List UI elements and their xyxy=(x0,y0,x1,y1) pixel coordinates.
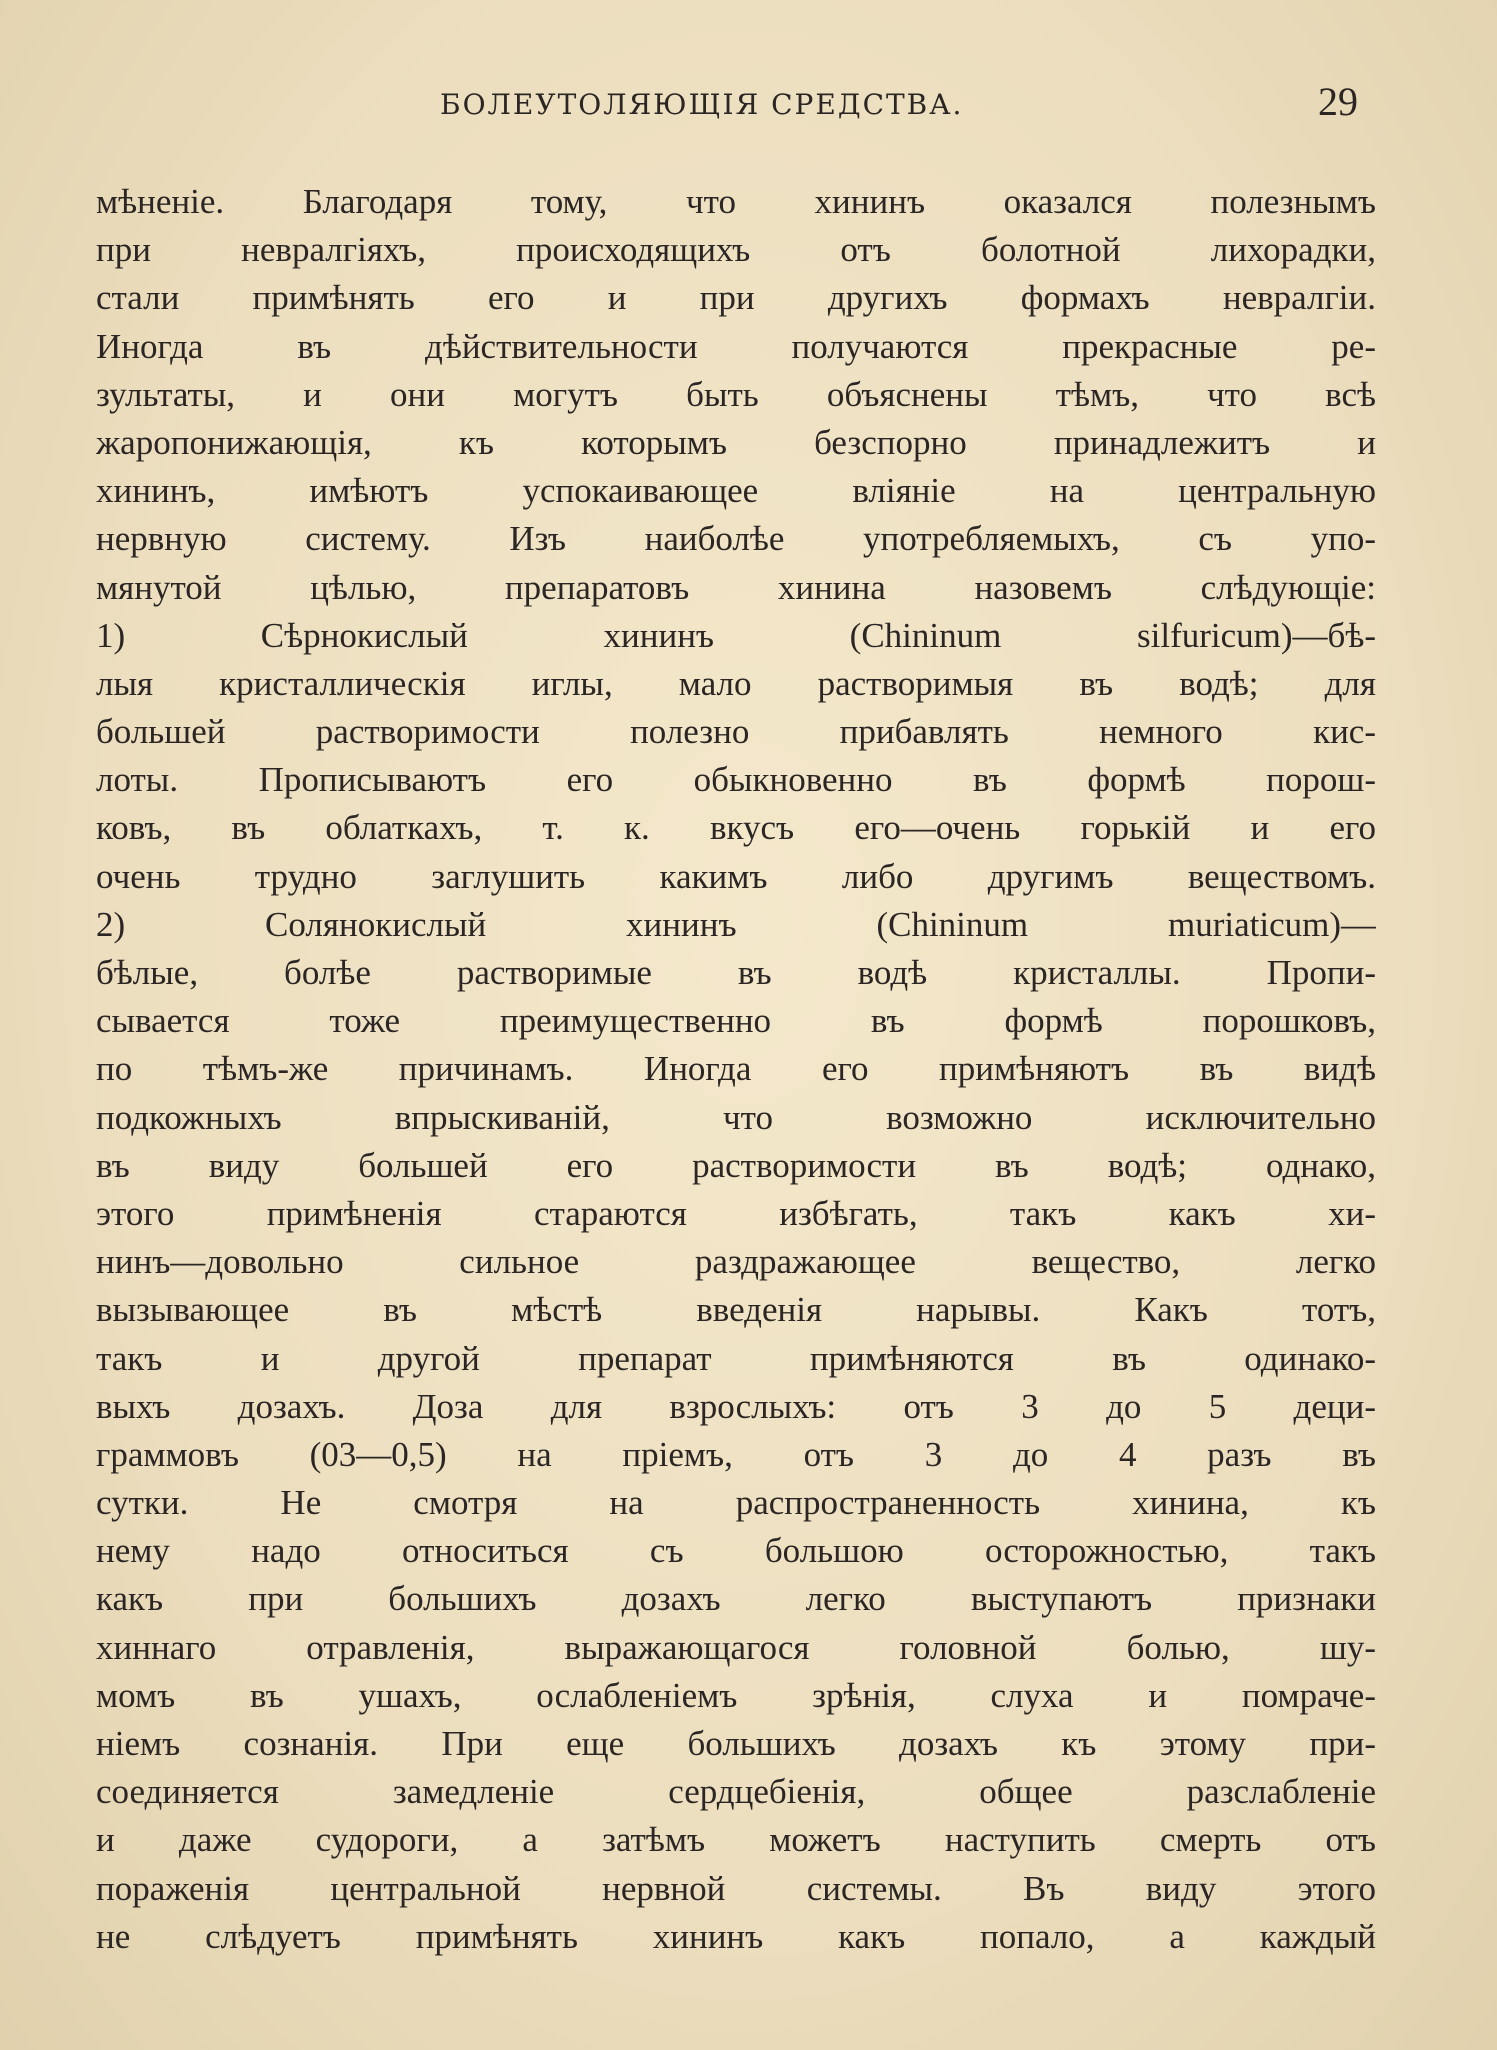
text-line: по тѣмъ-же причинамъ. Иногда его примѣняютъ въ видѣ xyxy=(96,1049,1376,1089)
text-line: большей растворимости полезно прибавлять немного кис- xyxy=(96,712,1376,752)
text-line: 2) Солянокислый хининъ (Chininum muriaticum)— xyxy=(96,904,1376,944)
text-line: этого примѣненія стараются избѣгать, такъ какъ хи- xyxy=(96,1193,1376,1233)
text-line: сывается тоже преимущественно въ формѣ порошковъ, xyxy=(96,1001,1376,1041)
text-line: бѣлые, болѣе растворимые въ водѣ кристаллы. Пропи- xyxy=(96,953,1376,992)
text-line: ковъ, въ облаткахъ, т. к. вкусъ его—очень горькій и его xyxy=(96,808,1376,848)
text-line: мѣненіе. Благодаря тому, что хининъ оказался полезнымъ xyxy=(96,182,1376,221)
text-line: нему надо относиться съ большою осторожностью, такъ xyxy=(96,1531,1376,1571)
page-number: 29 xyxy=(1318,79,1358,124)
text-line: какъ при большихъ дозахъ легко выступаютъ признаки xyxy=(96,1579,1376,1619)
text-line: момъ въ ушахъ, ослабленіемъ зрѣнія, слуха и помраче- xyxy=(96,1675,1376,1715)
text-line: 1) Сѣрнокислый хининъ (Chininum silfuricum)—бѣ- xyxy=(96,615,1376,655)
text-line: Иногда въ дѣйствительности получаются прекрасные ре- xyxy=(96,326,1376,366)
text-line: при невралгіяхъ, происходящихъ отъ болотной лихорадки, xyxy=(96,230,1376,270)
text-line: лоты. Прописываютъ его обыкновенно въ формѣ порош- xyxy=(96,760,1376,800)
text-line: стали примѣнять его и при другихъ формахъ невралгіи. xyxy=(96,278,1376,318)
text-line: пораженія центральной нервной системы. Въ виду этого xyxy=(96,1868,1376,1908)
text-line: мянутой цѣлью, препаратовъ хинина назовемъ слѣдующіе: xyxy=(96,567,1376,607)
text-line: граммовъ (03—0,5) на пріемъ, отъ 3 до 4 разъ въ xyxy=(96,1434,1376,1474)
body-text xyxy=(96,178,1376,1961)
text-line: жаропонижающія, къ которымъ безспорно принадлежитъ и xyxy=(96,422,1376,462)
text-line: вызывающее въ мѣстѣ введенія нарывы. Какъ тотъ, xyxy=(96,1290,1376,1330)
text-line: въ виду большей его растворимости въ водѣ; однако, xyxy=(96,1145,1376,1185)
text-line: хининъ, имѣютъ успокаивающее вліяніе на центральную xyxy=(96,471,1376,511)
text-line: не слѣдуетъ примѣнять хининъ какъ попало, а каждый xyxy=(96,1916,1376,1956)
text-line: зультаты, и они могутъ быть объяснены тѣмъ, что всѣ xyxy=(96,374,1376,414)
text-line: ніемъ сознанія. При еще большихъ дозахъ къ этому при- xyxy=(96,1724,1376,1763)
running-title: БОЛЕУТОЛЯЮЩІЯ СРЕДСТВА. xyxy=(440,88,964,121)
text-line: хиннаго отравленія, выражающагося головной болью, шу- xyxy=(96,1627,1376,1667)
text-line: подкожныхъ впрыскиваній, что возможно исключительно xyxy=(96,1097,1376,1137)
text-line: соединяется замедленіе сердцебіенія, общее разслабленіе xyxy=(96,1772,1376,1812)
text-line: такъ и другой препарат примѣняются въ одинако- xyxy=(96,1338,1376,1378)
text-line: очень трудно заглушить какимъ либо другимъ веществомъ. xyxy=(96,856,1376,896)
text-line: лыя кристаллическія иглы, мало растворимыя въ водѣ; для xyxy=(96,663,1376,703)
text-line: нервную систему. Изъ наиболѣе употребляемыхъ, съ упо- xyxy=(96,519,1376,559)
text-line: и даже судороги, а затѣмъ можетъ наступить смерть отъ xyxy=(96,1820,1376,1860)
text-line: сутки. Не смотря на распространенность хинина, къ xyxy=(96,1483,1376,1523)
text-line: выхъ дозахъ. Доза для взрослыхъ: отъ 3 до 5 деци- xyxy=(96,1386,1376,1426)
text-line: нинъ—довольно сильное раздражающее вещество, легко xyxy=(96,1242,1376,1282)
